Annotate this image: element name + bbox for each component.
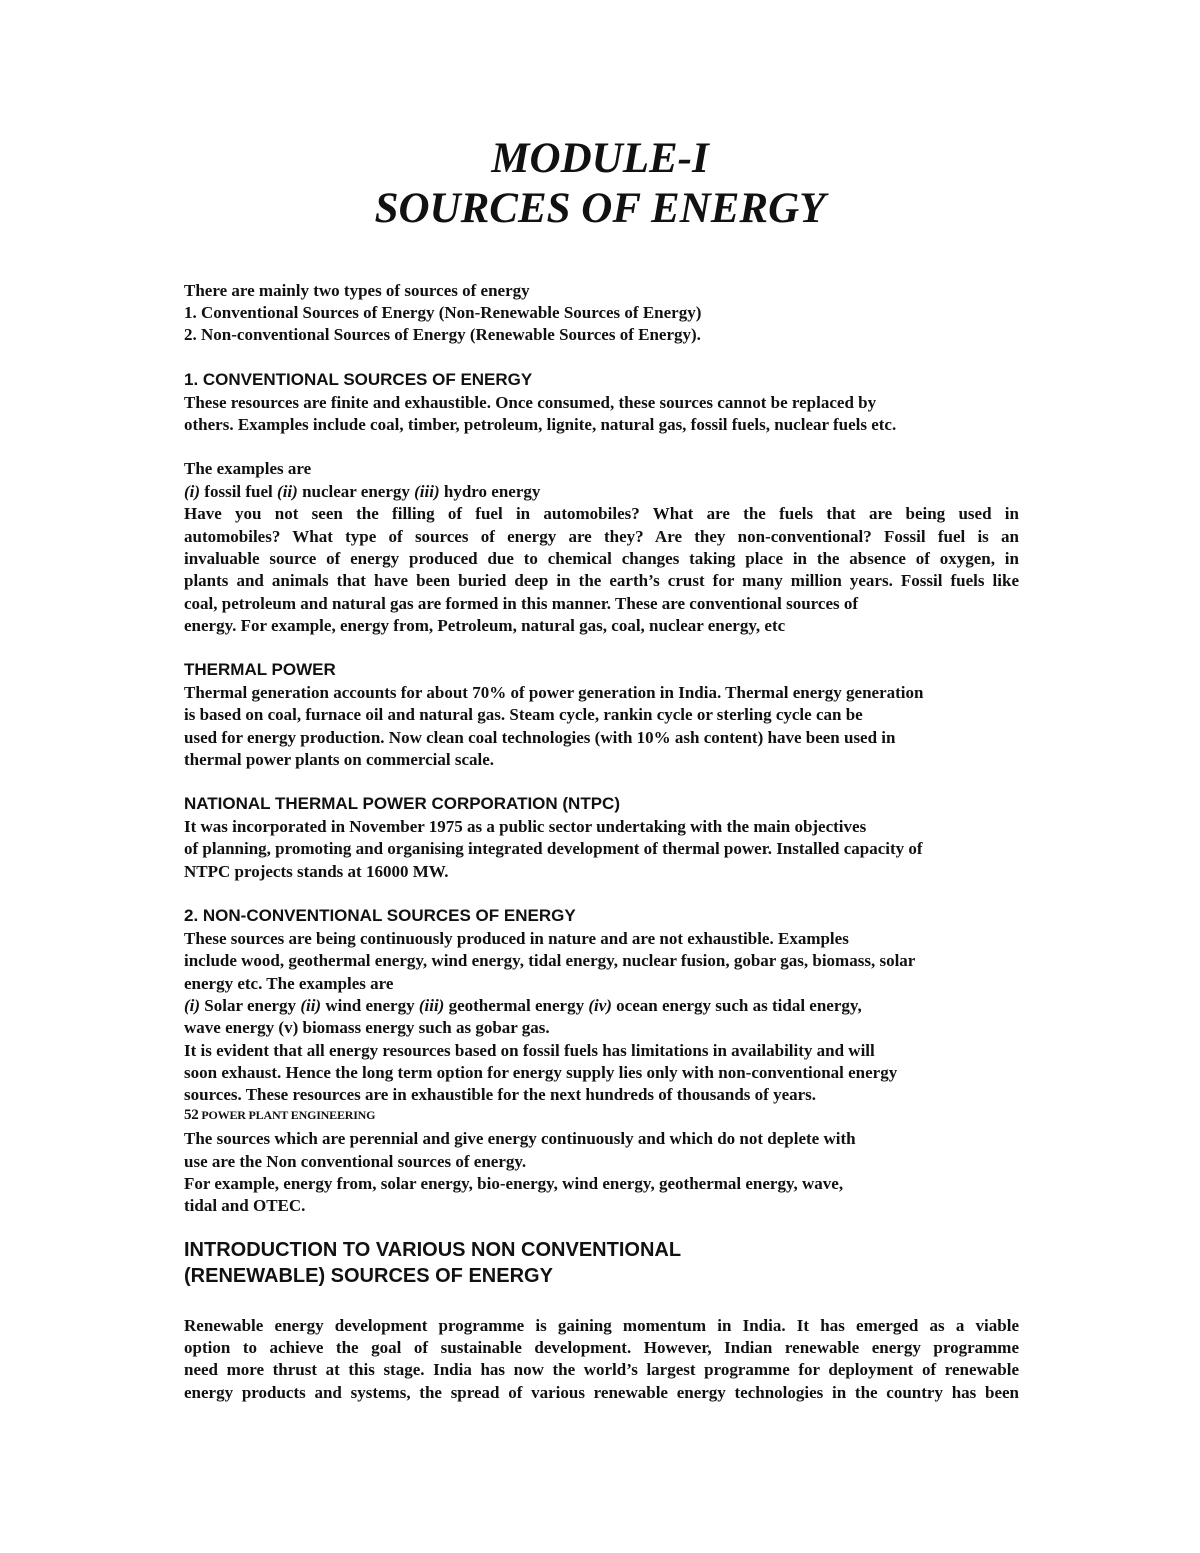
- paragraph-line: option to achieve the goal of sustainable development. However, Indian renewable energy programme: [184, 1338, 1019, 1357]
- paragraph-line: sources. These resources are in exhaustible for the next hundreds of thousands of years.: [184, 1085, 817, 1104]
- paragraph-line: energy etc. The examples are: [184, 974, 394, 993]
- paragraph-line: tidal and OTEC.: [184, 1196, 306, 1215]
- paragraph-line: used for energy production. Now clean coal technologies (with 10% ash content) have been used in: [184, 728, 896, 747]
- paragraph-line: wave energy (v) biomass energy such as gobar gas.: [184, 1018, 550, 1037]
- examples-list: (i) Solar energy (ii) wind energy (iii) geothermal energy (iv) ocean energy such as tidal energy,: [184, 996, 862, 1015]
- paragraph-line: coal, petroleum and natural gas are formed in this manner. These are conventional sources of: [184, 594, 859, 613]
- running-header: 52 POWER PLANT ENGINEERING: [184, 1107, 376, 1123]
- intro-list-item: 1. Conventional Sources of Energy (Non-Renewable Sources of Energy): [184, 303, 702, 322]
- paragraph-line: energy. For example, energy from, Petroleum, natural gas, coal, nuclear energy, etc: [184, 616, 786, 635]
- section-heading-ntpc: NATIONAL THERMAL POWER CORPORATION (NTPC): [184, 794, 620, 813]
- paragraph-line: These resources are finite and exhaustible. Once consumed, these sources cannot be replaced by: [184, 393, 877, 412]
- page-title: SOURCES OF ENERGY: [374, 185, 826, 232]
- paragraph-line: It is evident that all energy resources based on fossil fuels has limitations in availability and will: [184, 1041, 875, 1060]
- paragraph-line: invaluable source of energy produced due to chemical changes taking place in the absence of oxygen, in: [184, 549, 1019, 568]
- paragraph-line: Thermal generation accounts for about 70% of power generation in India. Thermal energy generation: [184, 683, 924, 702]
- examples-intro: The examples are: [184, 459, 312, 478]
- paragraph-line: of planning, promoting and organising integrated development of thermal power. Installed capacity of: [184, 839, 923, 858]
- paragraph-line: plants and animals that have been buried deep in the earth’s crust for many million years. Fossil fuels like: [184, 571, 1019, 590]
- paragraph-line: automobiles? What type of sources of energy are they? Are they non-conventional? Fossil fuel is an: [184, 527, 1019, 546]
- paragraph-line: need more thrust at this stage. India has now the world’s largest programme for deployment of renewable: [184, 1360, 1019, 1379]
- paragraph-line: NTPC projects stands at 16000 MW.: [184, 862, 449, 881]
- paragraph-line: It was incorporated in November 1975 as a public sector undertaking with the main objectives: [184, 817, 867, 836]
- intro-list-item: 2. Non-conventional Sources of Energy (Renewable Sources of Energy).: [184, 325, 701, 344]
- examples-list: (i) fossil fuel (ii) nuclear energy (iii) hydro energy: [184, 482, 541, 501]
- paragraph-line: thermal power plants on commercial scale.: [184, 750, 495, 769]
- paragraph-line: The sources which are perennial and give energy continuously and which do not deplete with: [184, 1129, 856, 1148]
- paragraph-line: Have you not seen the filling of fuel in automobiles? What are the fuels that are being used in: [184, 504, 1019, 523]
- section-heading-introduction: INTRODUCTION TO VARIOUS NON CONVENTIONAL: [184, 1239, 682, 1261]
- section-heading-conventional: 1. CONVENTIONAL SOURCES OF ENERGY: [184, 370, 533, 389]
- paragraph-line: use are the Non conventional sources of energy.: [184, 1152, 527, 1171]
- paragraph-line: For example, energy from, solar energy, bio-energy, wind energy, geothermal energy, wave,: [184, 1174, 844, 1193]
- paragraph-line: is based on coal, furnace oil and natural gas. Steam cycle, rankin cycle or sterling cycle can be: [184, 705, 863, 724]
- section-heading-introduction-cont: (RENEWABLE) SOURCES OF ENERGY: [184, 1265, 553, 1287]
- section-heading-nonconventional: 2. NON-CONVENTIONAL SOURCES OF ENERGY: [184, 906, 576, 925]
- paragraph-line: energy products and systems, the spread of various renewable energy technologies in the country has been: [184, 1383, 1019, 1402]
- paragraph-line: Renewable energy development programme is gaining momentum in India. It has emerged as a viable: [184, 1316, 1019, 1335]
- paragraph-line: These sources are being continuously produced in nature and are not exhaustible. Examples: [184, 929, 849, 948]
- paragraph-line: soon exhaust. Hence the long term option for energy supply lies only with non-conventional energy: [184, 1063, 898, 1082]
- paragraph-line: include wood, geothermal energy, wind energy, tidal energy, nuclear fusion, gobar gas, biomass, solar: [184, 951, 916, 970]
- module-title: MODULE-I: [491, 135, 709, 182]
- section-heading-thermal: THERMAL POWER: [184, 660, 336, 679]
- paragraph-line: others. Examples include coal, timber, petroleum, lignite, natural gas, fossil fuels, nuclear fuels etc.: [184, 415, 897, 434]
- intro-line: There are mainly two types of sources of energy: [184, 281, 530, 300]
